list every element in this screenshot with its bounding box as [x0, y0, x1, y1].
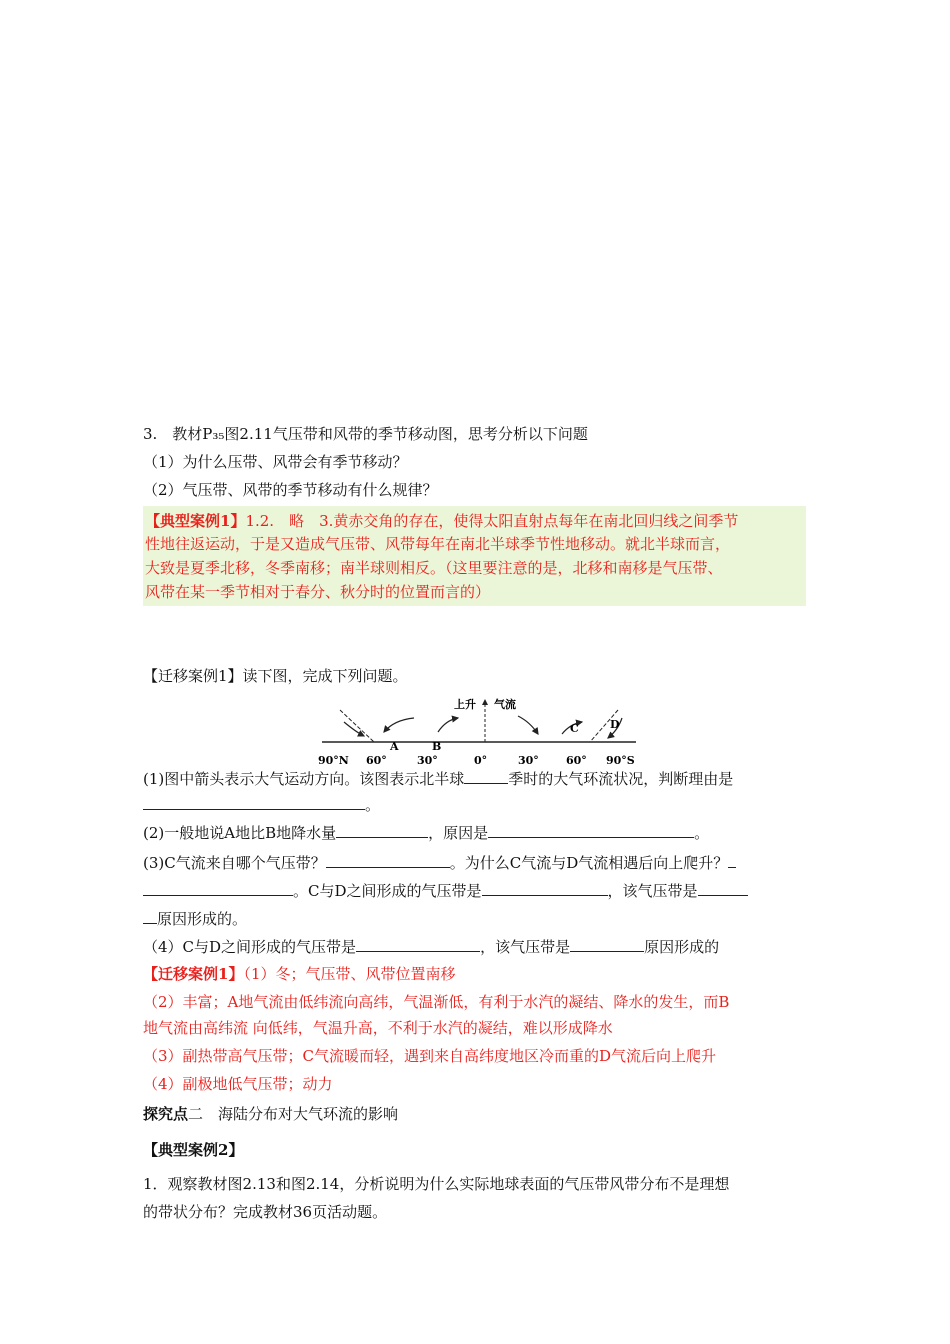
answer-2-line1: （2）丰富；A地气流由低纬流向高纬，气温渐低，有利于水汽的凝结、降水的发生，而B — [143, 993, 730, 1011]
blank-cd-cause[interactable] — [143, 908, 157, 924]
blank-q4-belt[interactable] — [356, 936, 480, 952]
tick-90N: 90°N — [318, 754, 349, 767]
blank-precip-reason[interactable] — [488, 822, 694, 838]
q3-sub1: （1）为什么压带、风带会有季节移动？ — [143, 453, 408, 471]
blank-why-rise-start[interactable] — [728, 852, 736, 868]
tick-30N: 30° — [417, 754, 438, 767]
tick-30S: 30° — [518, 754, 539, 767]
arrow-A — [384, 718, 414, 732]
label-updraft: 上升 — [454, 698, 476, 711]
arrow-south-trade — [518, 716, 538, 734]
section2-p1-line1: 1．观察教材图2.13和图2.14，分析说明为什么实际地球表面的气压带风带分布不是理想 — [143, 1175, 730, 1193]
case1-answer-block — [143, 506, 806, 606]
arrow-polar-north — [344, 722, 364, 736]
answer-1: 【迁移案例1】（1）冬；气压带、风带位置南移 — [143, 965, 456, 983]
answer-4: （4）副极地低气压带；动力 — [143, 1075, 333, 1093]
blank-cd-cause-start[interactable] — [698, 880, 748, 896]
case1-line-4: 风带在某一季节相对于春分、秋分时的位置而言的） — [145, 583, 491, 601]
case1-line-3: 大致是夏季北移，冬季南移；南半球则相反。（这里要注意的是，北移和南移是气压带、 — [145, 559, 723, 577]
section2-heading: 探究点二 海陆分布对大气环流的影响 — [143, 1105, 399, 1123]
transfer-q4: （4）C与D之间形成的气压带是 ，该气压带是 原因形成的 — [143, 938, 720, 956]
arrow-B — [438, 718, 458, 732]
blank-reason[interactable] — [143, 794, 365, 810]
tick-0: 0° — [474, 754, 488, 767]
case2-tag: 【典型案例2】 — [143, 1141, 244, 1159]
label-C: C — [570, 722, 579, 735]
label-D: D — [610, 718, 620, 731]
tick-60N: 60° — [366, 754, 387, 767]
case1-tag: 【典型案例1】 — [145, 512, 246, 530]
transfer-q1-line1: (1)图中箭头表示大气运动方向。该图表示北半球 季时的大气环流状况，判断理由是 — [143, 770, 734, 788]
q3-sub2: （2）气压带、风带的季节移动有什么规律？ — [143, 481, 438, 499]
case1-line-1: 【典型案例1】1.2. 略 3.黄赤交角的存在，使得太阳直射点每年在南北回归线之间季节 — [145, 512, 739, 530]
blank-c-source[interactable] — [326, 852, 450, 868]
blank-why-rise[interactable] — [143, 880, 293, 896]
transfer-q3-line1: (3)C气流来自哪个气压带？ 。为什么C气流与D气流相遇后向上爬升？ — [143, 852, 736, 873]
tick-60S: 60° — [566, 754, 587, 767]
transfer-q1-line2: 。 — [143, 794, 380, 815]
transfer-q2: (2)一般地说A地比B地降水量 ，原因是 。 — [143, 824, 710, 842]
tick-90S: 90°S — [606, 754, 635, 767]
label-A: A — [390, 740, 399, 753]
answer-tag: 【迁移案例1】 — [143, 965, 244, 983]
blank-season[interactable] — [464, 768, 508, 784]
label-airflow: 气流 — [494, 698, 516, 711]
section2-p1-line2: 的带状分布？完成教材36页活动题。 — [143, 1203, 388, 1221]
north-front-line — [340, 710, 374, 742]
answer-3: （3）副热带高气压带；C气流暖而轻，遇到来自高纬度地区冷而重的D气流后向上爬升 — [143, 1047, 717, 1065]
transfer-q3-line2: 。C与D之间形成的气压带是 ，该气压带是 — [143, 880, 748, 901]
answer-2-line2: 地气流由高纬流 向低纬，气温升高，不利于水汽的凝结，难以形成降水 — [143, 1019, 613, 1037]
transfer-q3-line3: 原因形成的。 — [143, 908, 247, 929]
q3-title: 3. 教材P₃₅图2.11气压带和风带的季节移动图，思考分析以下问题 — [143, 425, 588, 443]
transfer-intro: 【迁移案例1】读下图，完成下列问题。 — [143, 667, 408, 685]
blank-precip[interactable] — [336, 822, 428, 838]
case1-line-2: 性地往返运动，于是又造成气压带、风带每年在南北半球季节性地移动。就北半球而言， — [145, 535, 731, 553]
blank-q4-cause[interactable] — [570, 936, 644, 952]
blank-cd-belt[interactable] — [482, 880, 608, 896]
label-B: B — [432, 740, 442, 753]
circulation-figure — [318, 694, 644, 768]
